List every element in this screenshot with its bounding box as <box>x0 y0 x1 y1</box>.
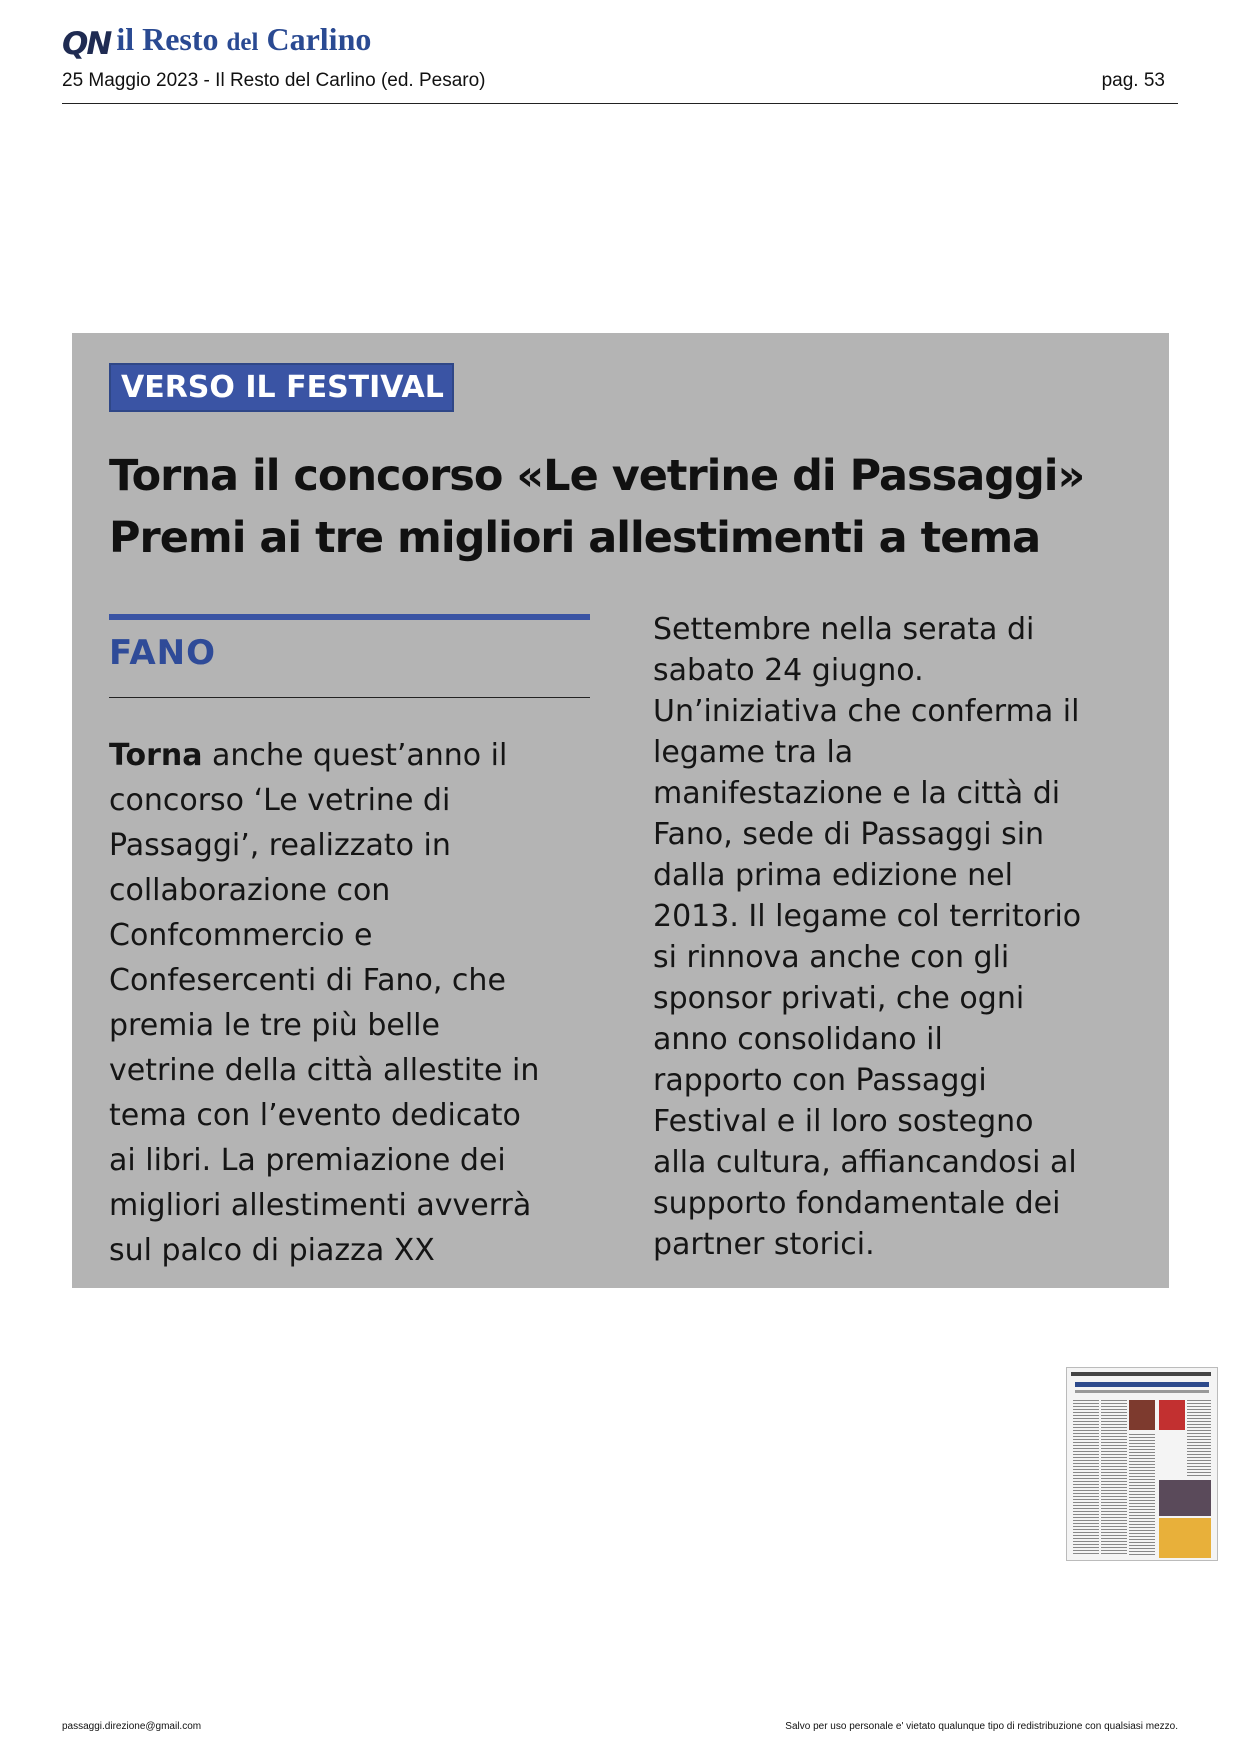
text-line: anno consolidano il <box>653 1022 943 1057</box>
article-headline <box>109 445 1159 569</box>
newspaper-logo <box>62 21 372 62</box>
thumbnail-header <box>1071 1372 1211 1376</box>
text-line: Torna anche quest’anno il <box>109 738 508 773</box>
headline-line: Torna il concorso «Le vetrine di Passaggi» <box>109 451 1085 501</box>
footer-notice: Salvo per uso personale e' vietato qualunque tipo di redistribuzione con qualsiasi mezzo. <box>785 1721 1178 1732</box>
masthead-title: il Resto del Carlino <box>116 21 372 57</box>
thumbnail-subtitle <box>1075 1390 1209 1393</box>
thumbnail-text-column <box>1073 1400 1099 1556</box>
text-line: sponsor privati, che ogni <box>653 981 1025 1016</box>
text-line: Confesercenti di Fano, che <box>109 963 506 998</box>
article-column-1 <box>109 733 599 1273</box>
header-divider <box>62 103 1178 104</box>
text-line: premia le tre più belle <box>109 1008 440 1043</box>
thumbnail-photo <box>1159 1400 1185 1430</box>
text-line: Confcommercio e <box>109 918 373 953</box>
headline-line: Premi ai tre migliori allestimenti a tema <box>109 513 1041 563</box>
page-number: pag. 53 <box>1101 70 1165 91</box>
text-line: sabato 24 giugno. <box>653 653 924 688</box>
text-line: partner storici. <box>653 1227 875 1262</box>
thumbnail-title <box>1075 1382 1209 1387</box>
text-line: concorso ‘Le vetrine di <box>109 783 451 818</box>
thumbnail-text-column <box>1129 1434 1155 1556</box>
thumbnail-box <box>1159 1518 1211 1558</box>
text-line: alla cultura, affiancandosi al <box>653 1145 1077 1180</box>
text-line: Passaggi’, realizzato in <box>109 828 451 863</box>
text-line: si rinnova anche con gli <box>653 940 1010 975</box>
article-column-2 <box>653 609 1153 1265</box>
text-line: manifestazione e la città di <box>653 776 1061 811</box>
text-line: tema con l’evento dedicato <box>109 1098 521 1133</box>
footer-email: passaggi.direzione@gmail.com <box>62 1721 202 1732</box>
text-line: supporto fondamentale dei <box>653 1186 1061 1221</box>
article-kicker: VERSO IL FESTIVAL <box>109 363 454 412</box>
text-line: legame tra la <box>653 735 854 770</box>
text-line: dalla prima edizione nel <box>653 858 1013 893</box>
publication-info: 25 Maggio 2023 - Il Resto del Carlino (ed. Pesaro) <box>62 70 486 91</box>
text-line: vetrine della città allestite in <box>109 1053 540 1088</box>
thumbnail-photo <box>1159 1480 1211 1516</box>
text-line: collaborazione con <box>109 873 391 908</box>
thumbnail-text-column <box>1187 1400 1211 1478</box>
text-line: migliori allestimenti avverrà <box>109 1188 532 1223</box>
text-line: rapporto con Passaggi <box>653 1063 987 1098</box>
page-thumbnail[interactable] <box>1066 1367 1218 1561</box>
thumbnail-photo <box>1129 1400 1155 1430</box>
text-line: Un’iniziativa che conferma il <box>653 694 1080 729</box>
dateline-rule <box>109 614 590 620</box>
dateline-divider <box>109 697 590 698</box>
article-dateline: FANO <box>109 633 216 673</box>
article-clipping <box>72 333 1169 1288</box>
text-line: Fano, sede di Passaggi sin <box>653 817 1045 852</box>
lead-word: Torna <box>109 738 203 773</box>
thumbnail-text-column <box>1101 1400 1127 1556</box>
qn-logo: QN <box>62 26 111 62</box>
text-line: ai libri. La premiazione dei <box>109 1143 506 1178</box>
text-line: Settembre nella serata di <box>653 612 1035 647</box>
text-line: Festival e il loro sostegno <box>653 1104 1034 1139</box>
text-line: 2013. Il legame col territorio <box>653 899 1082 934</box>
text-line: sul palco di piazza XX <box>109 1233 435 1268</box>
